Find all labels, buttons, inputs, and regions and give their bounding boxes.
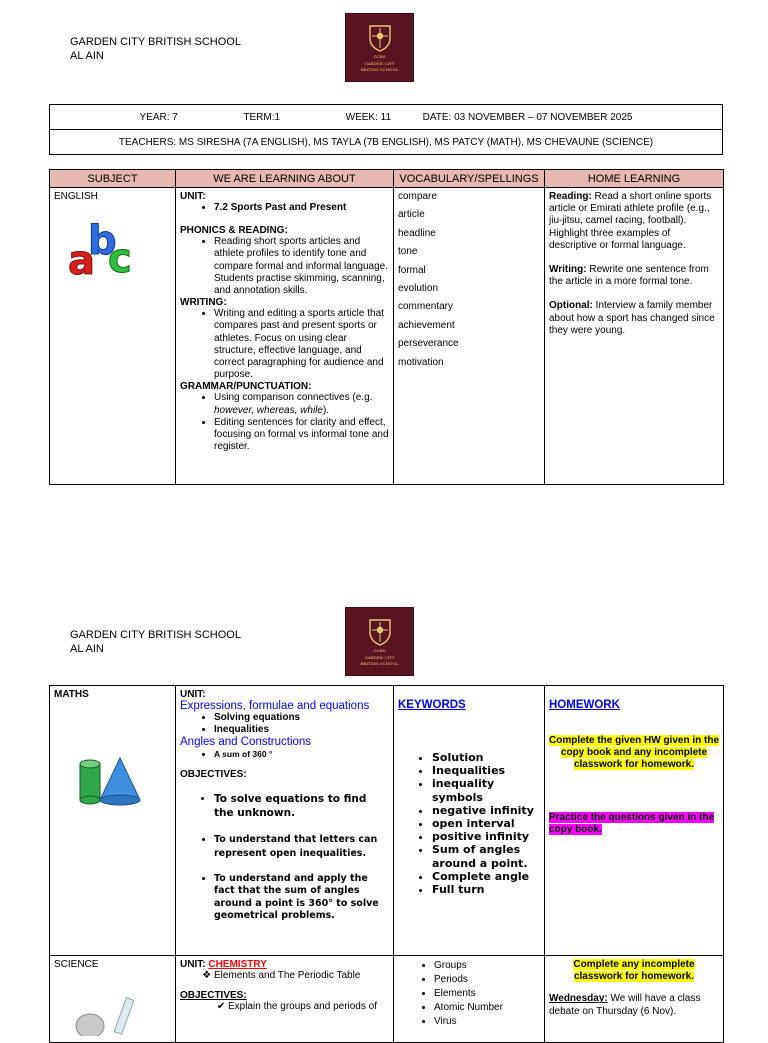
- abc-blocks-icon: [62, 212, 142, 282]
- logo-initials: GCBS: [373, 648, 386, 653]
- maths-learning-cell: [176, 686, 394, 956]
- school-name: GARDEN CITY BRITISH SCHOOL: [70, 36, 241, 48]
- grammar-label: GRAMMAR/PUNCTUATION:: [180, 381, 312, 393]
- keyword: • Inequalities: [432, 764, 540, 777]
- keyword: • Sum of angles around a point.: [432, 843, 540, 869]
- science-objectives-label: OBJECTIVES:: [180, 990, 247, 1002]
- logo-initials: GCBS: [373, 54, 386, 59]
- col-subject: SUBJECT: [50, 170, 176, 188]
- vocab-word: motivation: [398, 356, 444, 368]
- phonics-label: PHONICS & READING:: [180, 225, 288, 237]
- maths-topic-1-item: • Inequalities: [214, 724, 389, 736]
- homework-1: Complete the given HW given in the copy book and any incomplete classwork for homework.: [549, 735, 720, 771]
- maths-objectives-label: OBJECTIVES:: [180, 768, 247, 780]
- date-label: DATE: 03 NOVEMBER – 07 NOVEMBER 2025: [422, 111, 633, 123]
- school-logo-2: [345, 607, 414, 676]
- science-home-1: Complete any incomplete classwork for homework.: [573, 959, 695, 983]
- logo-line1: GARDEN CITY: [364, 655, 395, 660]
- science-vocab-cell: [394, 956, 545, 1043]
- writing-item: • Writing and editing a sports article that compares past and present sports or athletes. Focus on using clear structure, effective language, and correct paragraphing for audience and purpose.: [214, 308, 389, 381]
- maths-keywords-cell: [394, 686, 545, 956]
- school-city: AL AIN: [70, 643, 104, 655]
- science-vocab: • Periods: [434, 973, 540, 987]
- english-vocab-cell: [394, 188, 545, 485]
- vocab-word: article: [398, 209, 425, 221]
- english-home-cell: [545, 188, 724, 485]
- crest-icon: [367, 24, 393, 52]
- science-vocab: • Elements: [434, 987, 540, 1001]
- logo-line2: BRITISH SCHOOL: [360, 67, 399, 72]
- science-vocab: • Virus: [434, 1015, 540, 1029]
- keyword: • open interval: [432, 817, 540, 830]
- maths-homework-cell: [545, 686, 724, 956]
- maths-science-table: [49, 685, 724, 1043]
- keyword: • Complete angle: [432, 870, 540, 883]
- crest-icon: [367, 618, 393, 646]
- year-label: YEAR: 7: [139, 111, 178, 123]
- svg-text:a: a: [68, 238, 95, 282]
- maths-subject-cell: [50, 686, 176, 956]
- english-plan-table: [49, 169, 724, 485]
- school-header: [70, 35, 241, 63]
- keyword: • Full turn: [432, 883, 540, 896]
- vocab-word: tone: [398, 246, 418, 258]
- school-name: GARDEN CITY BRITISH SCHOOL: [70, 629, 241, 641]
- keyword: • Solution: [432, 751, 540, 764]
- science-subject-label: SCIENCE: [54, 959, 99, 970]
- keyword: • inequality symbols: [432, 777, 540, 803]
- term-label: TERM:1: [243, 111, 281, 123]
- maths-subject-label: MATHS: [54, 689, 89, 700]
- week-label: WEEK: 11: [345, 111, 392, 123]
- keyword: • negative infinity: [432, 804, 540, 817]
- english-subject-cell: [50, 188, 176, 485]
- geometric-shapes-icon: [76, 756, 146, 806]
- writing-label: WRITING:: [180, 297, 227, 309]
- maths-topic-1: Expressions, formulae and equations: [180, 700, 370, 712]
- maths-topic-2-item: • A sum of 360 °: [214, 748, 389, 760]
- col-home-learning: HOME LEARNING: [545, 170, 724, 188]
- vocab-word: achievement: [398, 319, 455, 331]
- maths-unit-label: UNIT:: [180, 689, 206, 700]
- svg-text:b: b: [88, 218, 117, 264]
- science-home-cell: [545, 956, 724, 1043]
- science-vocab: • Atomic Number: [434, 1001, 540, 1015]
- phonics-item: • Reading short sports articles and athlete profiles to identify tone and compare formal and informal language. Students practise skimming, scanning, and annotation skills.: [214, 236, 389, 297]
- homework-2: Practice the questions given in the copy book.: [549, 811, 715, 835]
- home-optional: Optional: Interview a family member about how a sport has changed since they were young.: [549, 300, 715, 336]
- maths-topic-1-item: • Solving equations: [214, 712, 389, 724]
- grammar-item-2: • Editing sentences for clarity and effect, focusing on formal vs informal tone and register.: [214, 417, 389, 454]
- teachers-label: TEACHERS: MS SIRESHA (7A ENGLISH), MS TAYLA (7B ENGLISH), MS PATCY (MATH), MS CHEVAUNE (SCIENCE): [50, 130, 723, 155]
- science-subject-cell: [50, 956, 176, 1043]
- lab-equipment-icon: [72, 996, 142, 1036]
- maths-objective: • To understand and apply the fact that the sum of angles around a point is 360° to solve geometrical problems.: [214, 873, 389, 923]
- vocab-word: compare: [398, 191, 437, 202]
- school-logo: [345, 13, 414, 82]
- science-objective: ✔ Explain the groups and periods of: [228, 1001, 389, 1013]
- science-home-wed: Wednesday: We will have a class debate on Thursday (6 Nov).: [549, 993, 701, 1017]
- school-city: AL AIN: [70, 50, 104, 62]
- week-info-table: [49, 104, 723, 155]
- week-info-row: [50, 105, 723, 130]
- grammar-item-1: • Using comparison connectives (e.g. however, whereas, while).: [214, 392, 389, 416]
- maths-topic-2: Angles and Constructions: [180, 736, 312, 749]
- science-unit: UNIT: CHEMISTRY: [180, 959, 267, 970]
- vocab-word: evolution: [398, 283, 439, 295]
- vocab-word: formal: [398, 264, 426, 276]
- logo-line2: BRITISH SCHOOL: [360, 661, 399, 666]
- home-writing: Writing: Rewrite one sentence from the article in a more formal tone.: [549, 264, 709, 288]
- logo-line1: GARDEN CITY: [364, 61, 395, 66]
- english-unit-label: UNIT:: [180, 191, 206, 202]
- homework-label: HOMEWORK: [549, 699, 620, 711]
- science-vocab: • Groups: [434, 959, 540, 973]
- col-learning: WE ARE LEARNING ABOUT: [176, 170, 394, 188]
- english-learning-cell: [176, 188, 394, 485]
- science-unit-item: ❖ Elements and The Periodic Table: [214, 970, 389, 982]
- maths-objective: • To understand that letters can represent open inequalities.: [214, 833, 389, 861]
- vocab-word: commentary: [398, 301, 454, 313]
- col-vocabulary: VOCABULARY/SPELLINGS: [394, 170, 545, 188]
- vocab-word: perseverance: [398, 338, 459, 350]
- school-header-2: [70, 628, 241, 656]
- english-unit-item: • 7.2 Sports Past and Present: [214, 202, 389, 214]
- science-learning-cell: [176, 956, 394, 1043]
- maths-objective: • To solve equations to find the unknown.: [214, 792, 389, 821]
- keyword: • positive infinity: [432, 830, 540, 843]
- svg-text:c: c: [108, 236, 132, 282]
- vocab-word: headline: [398, 227, 436, 239]
- english-subject-label: ENGLISH: [54, 191, 98, 202]
- home-reading: Reading: Read a short online sports article or Emirati athlete profile (e.g., jiu-jitsu, camel racing, football). Highlight three examples of descriptive or formal language.: [549, 191, 712, 251]
- keywords-label: KEYWORDS: [398, 699, 466, 711]
